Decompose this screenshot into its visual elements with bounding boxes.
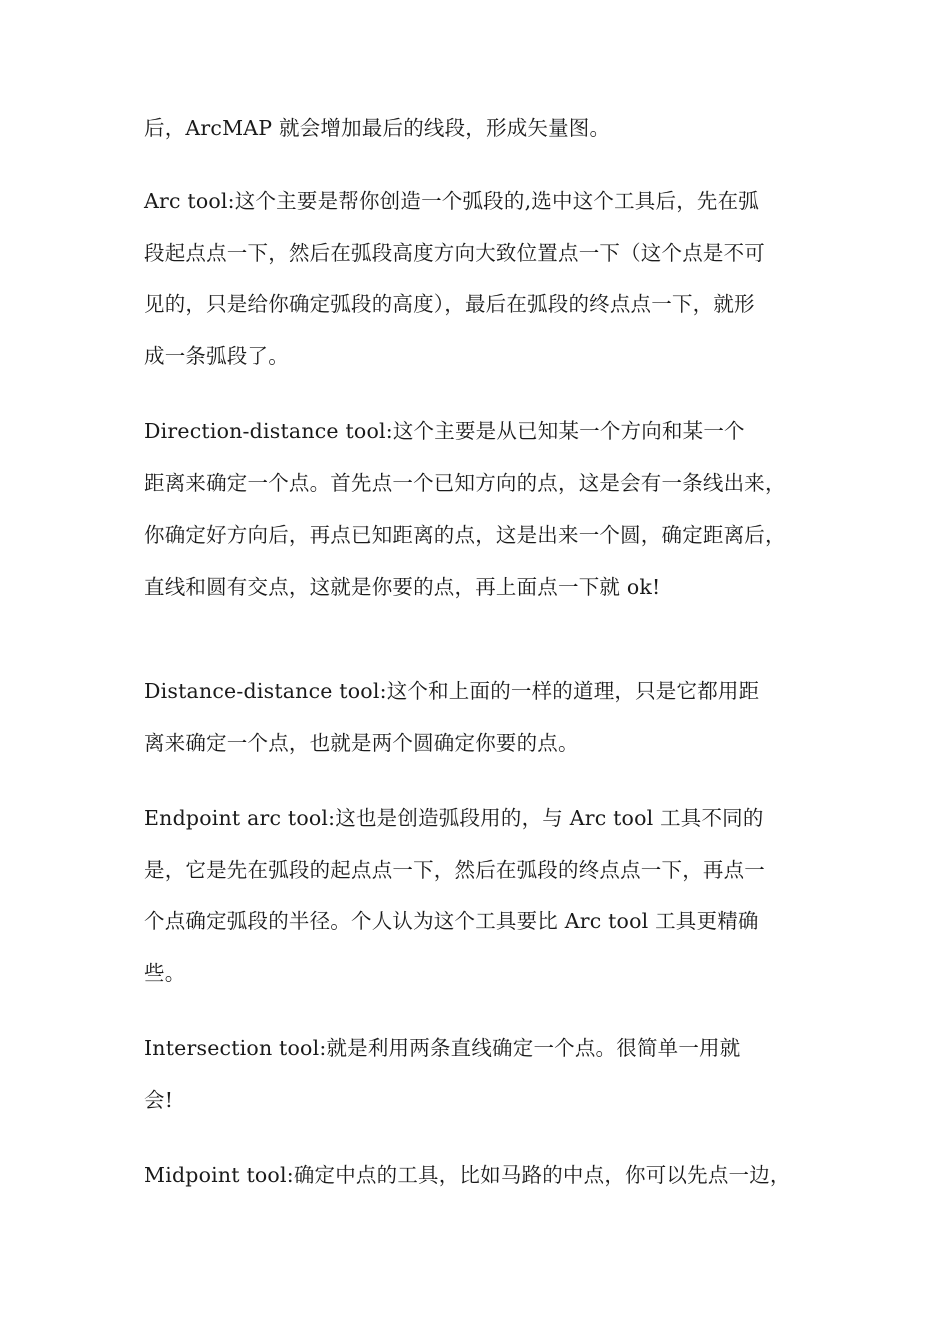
text-line: Endpoint arc tool:这也是创造弧段用的，与 Arc tool 工具不同的 xyxy=(144,806,764,830)
text-line: 是，它是先在弧段的起点点一下，然后在弧段的终点点一下，再点一 xyxy=(144,858,765,882)
text-line: 见的，只是给你确定弧段的高度），最后在弧段的终点点一下，就形 xyxy=(144,292,755,316)
text-line: 距离来确定一个点。首先点一个已知方向的点，这是会有一条线出来， xyxy=(144,471,786,495)
text-line: 个点确定弧段的半径。个人认为这个工具要比 Arc tool 工具更精确 xyxy=(144,909,759,933)
text-line: 直线和圆有交点，这就是你要的点，再上面点一下就 ok! xyxy=(144,575,661,599)
text-line: Intersection tool:就是利用两条直线确定一个点。很简单一用就 xyxy=(144,1036,741,1060)
text-line: Direction-distance tool:这个主要是从已知某一个方向和某一个 xyxy=(144,419,745,443)
text-line: 离来确定一个点，也就是两个圆确定你要的点。 xyxy=(144,731,579,755)
text-line: Distance-distance tool:这个和上面的一样的道理，只是它都用距 xyxy=(144,679,760,703)
text-line: 后，ArcMAP 就会增加最后的线段，形成矢量图。 xyxy=(144,116,611,140)
text-line: 段起点点一下，然后在弧段高度方向大致位置点一下（这个点是不可 xyxy=(144,241,765,265)
text-line: 你确定好方向后，再点已知距离的点，这是出来一个圆，确定距离后， xyxy=(144,523,786,547)
text-line: 些。 xyxy=(144,961,186,985)
text-line: 成一条弧段了。 xyxy=(144,344,289,368)
text-line: Midpoint tool:确定中点的工具，比如马路的中点，你可以先点一边， xyxy=(144,1163,791,1187)
text-line: 会! xyxy=(144,1088,174,1112)
text-line: Arc tool:这个主要是帮你创造一个弧段的,选中这个工具后，先在弧 xyxy=(144,189,760,213)
